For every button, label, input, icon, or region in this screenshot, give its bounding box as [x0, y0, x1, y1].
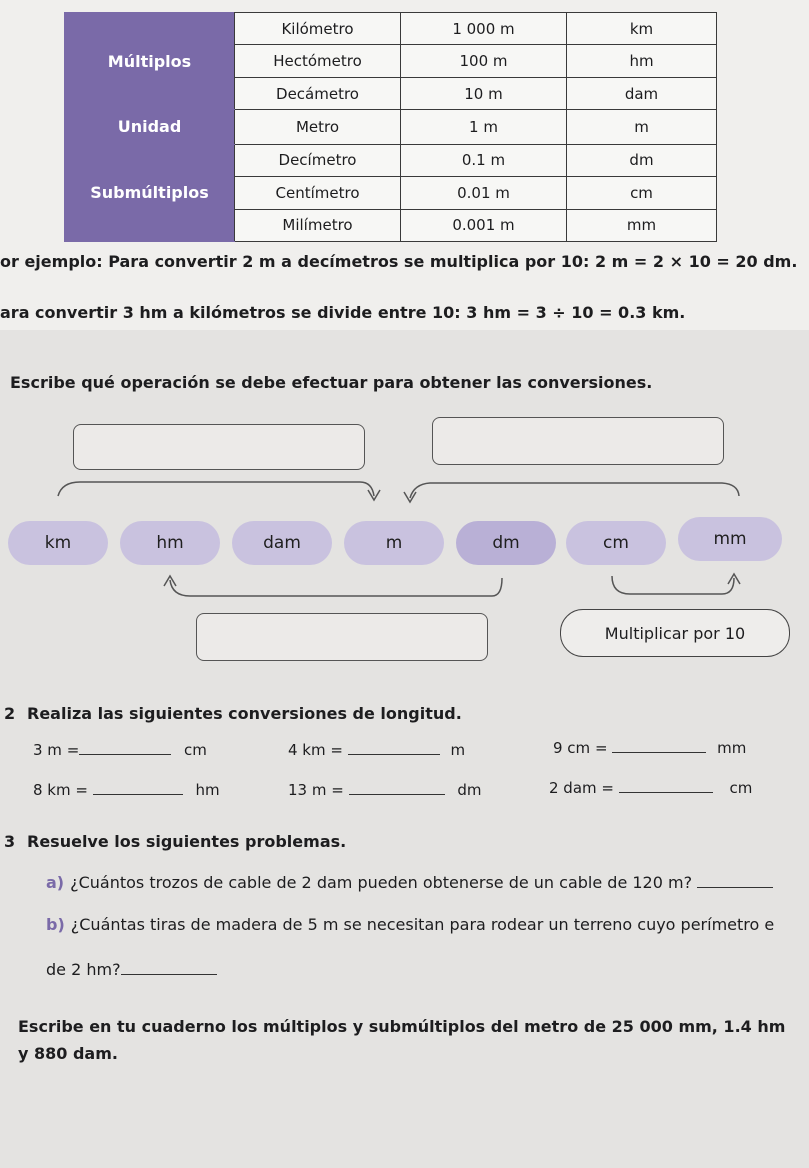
example-2-equation: 3 hm = 3 ÷ 10 = 0.3 km.: [466, 303, 686, 322]
example-line-1: [0, 252, 797, 271]
problem-b-letter: b): [46, 915, 65, 934]
unit-value: 0.1 m: [401, 144, 567, 176]
problem-b-text: ¿Cuántas tiras de madera de 5 m se necesitan para rodear un terreno cuyo perímetro e: [70, 915, 775, 934]
answer-blank[interactable]: [79, 742, 171, 755]
conversion-unit: mm: [717, 739, 747, 757]
conversion-item: [33, 781, 220, 799]
unit-pill-m: m: [344, 521, 444, 565]
conversion-expression: 3 m =: [33, 741, 80, 759]
exercise-1-instruction: Escribe qué operación se debe efectuar para obtener las conversiones.: [10, 373, 653, 392]
exercise-4-line-1: Escribe en tu cuaderno los múltiplos y submúltiplos del metro de 25 000 mm, 1.4 hm: [18, 1017, 786, 1036]
unit-name: Metro: [235, 110, 401, 144]
example-1-equation: 2 m = 2 × 10 = 20 dm.: [594, 252, 798, 271]
answer-blank[interactable]: [349, 782, 445, 795]
unit-name: Centímetro: [235, 177, 401, 209]
unit-symbol: mm: [567, 209, 717, 241]
group-multiples: Múltiplos: [65, 13, 235, 110]
unit-name: Hectómetro: [235, 45, 401, 77]
unit-pill-dm: dm: [456, 521, 556, 565]
unit-value: 1 000 m: [401, 13, 567, 45]
conversion-arrows-top: [0, 474, 809, 524]
units-table: [64, 12, 717, 242]
problem-a: [46, 873, 773, 892]
exercise-3-number: 3: [4, 832, 16, 851]
unit-symbol: dm: [567, 144, 717, 176]
problem-b-text-2: de 2 hm?: [46, 960, 121, 979]
arc-km-to-m: [58, 482, 374, 496]
exercise-4-line-2: y 880 dam.: [18, 1044, 118, 1063]
answer-blank[interactable]: [619, 780, 713, 793]
group-submultiples: Submúltiplos: [65, 144, 235, 241]
conversion-arrows-bottom: [0, 566, 809, 606]
arc-mm-to-dm: [410, 483, 739, 498]
unit-value: 10 m: [401, 77, 567, 109]
unit-symbol: m: [567, 110, 717, 144]
conversion-unit: hm: [195, 781, 220, 799]
unit-symbol: km: [567, 13, 717, 45]
example-1-text: or ejemplo: Para convertir 2 m a decímetros se multiplica por 10:: [0, 252, 595, 271]
conversion-expression: 8 km =: [33, 781, 88, 799]
conversion-item: [33, 741, 207, 759]
unit-symbol: hm: [567, 45, 717, 77]
answer-blank[interactable]: [93, 782, 183, 795]
unit-value: 100 m: [401, 45, 567, 77]
unit-name: Kilómetro: [235, 13, 401, 45]
conversion-unit: m: [450, 741, 466, 759]
conversion-unit: dm: [457, 781, 482, 799]
answer-box-top-right[interactable]: [432, 417, 724, 465]
unit-symbol: cm: [567, 177, 717, 209]
answer-blank[interactable]: [348, 742, 440, 755]
conversion-item: [288, 781, 482, 799]
unit-value: 0.001 m: [401, 209, 567, 241]
conversion-expression: 2 dam =: [549, 779, 614, 797]
conversion-item: [549, 779, 752, 797]
group-unit: Unidad: [65, 110, 235, 144]
unit-name: Decámetro: [235, 77, 401, 109]
answer-multiply-by-10: Multiplicar por 10: [560, 609, 790, 657]
problem-b-continuation: [46, 960, 217, 979]
unit-value: 1 m: [401, 110, 567, 144]
answer-box-top-left[interactable]: [73, 424, 365, 470]
unit-pill-hm: hm: [120, 521, 220, 565]
unit-symbol: dam: [567, 77, 717, 109]
exercise-2-instruction: Realiza las siguientes conversiones de longitud.: [27, 704, 462, 723]
conversion-unit: cm: [184, 741, 207, 759]
conversion-expression: 13 m =: [288, 781, 344, 799]
example-2-text: ara convertir 3 hm a kilómetros se divide entre 10:: [0, 303, 467, 322]
answer-blank[interactable]: [697, 875, 773, 888]
conversion-item: [288, 741, 465, 759]
unit-pill-dam: dam: [232, 521, 332, 565]
answer-box-bottom-left[interactable]: [196, 613, 488, 661]
example-line-2: [0, 303, 685, 322]
unit-name: Decímetro: [235, 144, 401, 176]
problem-b: [46, 915, 774, 934]
unit-pill-km: km: [8, 521, 108, 565]
unit-pill-cm: cm: [566, 521, 666, 565]
exercise-3-instruction: Resuelve los siguientes problemas.: [27, 832, 347, 851]
unit-name: Milímetro: [235, 209, 401, 241]
conversion-expression: 4 km =: [288, 741, 343, 759]
answer-blank[interactable]: [612, 740, 706, 753]
problem-a-letter: a): [46, 873, 65, 892]
unit-value: 0.01 m: [401, 177, 567, 209]
unit-pill-mm: mm: [678, 517, 782, 561]
arc-cm-to-mm: [612, 576, 734, 594]
problem-a-text: ¿Cuántos trozos de cable de 2 dam pueden obtenerse de un cable de 120 m?: [70, 873, 693, 892]
conversion-unit: cm: [729, 779, 753, 797]
arc-dm-to-hm: [170, 578, 502, 596]
exercise-2-number: 2: [4, 704, 16, 723]
conversion-expression: 9 cm =: [553, 739, 608, 757]
answer-blank[interactable]: [121, 962, 217, 975]
conversion-item: [553, 739, 746, 757]
